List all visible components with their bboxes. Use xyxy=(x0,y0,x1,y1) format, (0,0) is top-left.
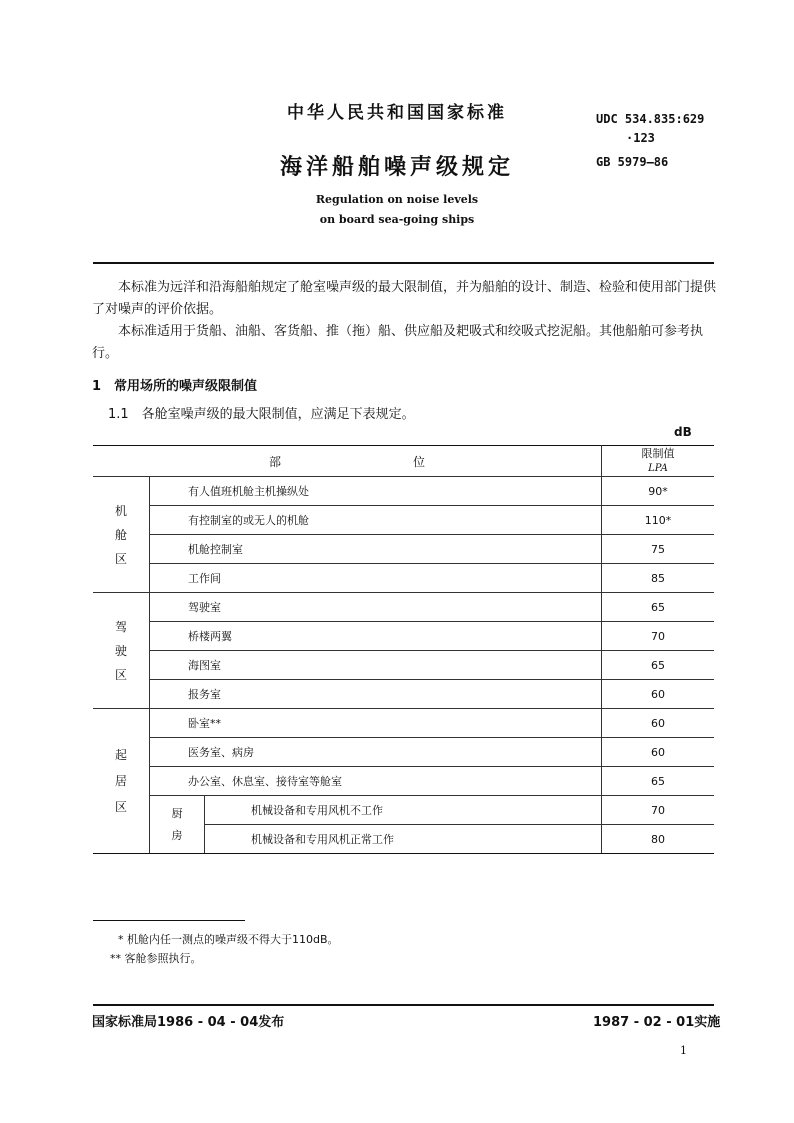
location-name: 机械设备和专用风机不工作 xyxy=(205,796,602,825)
footnote-2: ** 客舱参照执行。 xyxy=(110,952,202,965)
table-row xyxy=(93,796,714,825)
limit-value: 110* xyxy=(602,506,715,535)
limit-value: 80 xyxy=(602,825,715,854)
zone-living: 起 居 区 xyxy=(93,709,150,854)
issue-date: 国家标准局1986 - 04 - 04发布 xyxy=(92,1015,285,1030)
table-row xyxy=(93,709,714,738)
limit-value: 60 xyxy=(602,709,715,738)
location-name: 机舱控制室 xyxy=(150,535,602,564)
udc-code-cont: ·123 xyxy=(626,131,655,145)
zone-kitchen: 厨 房 xyxy=(150,796,205,854)
noise-limit-table xyxy=(93,445,714,854)
subsection-text: 1.1 各舱室噪声级的最大限制值，应满足下表规定。 xyxy=(108,407,415,422)
location-name: 办公室、休息室、接待室等舱室 xyxy=(150,767,602,796)
table-row xyxy=(93,622,714,651)
location-header: 部 位 xyxy=(93,446,602,477)
footnote-divider xyxy=(93,920,245,921)
location-name: 驾驶室 xyxy=(150,593,602,622)
standard-number: GB 5979—86 xyxy=(596,155,669,169)
table-row xyxy=(93,680,714,709)
limit-value: 65 xyxy=(602,593,715,622)
table-row xyxy=(93,535,714,564)
limit-header-label: 限制值 xyxy=(641,447,675,460)
limit-value: 60 xyxy=(602,738,715,767)
zone-bridge: 驾 驶 区 xyxy=(93,593,150,709)
issuing-body: 中华人民共和国国家标准 xyxy=(287,103,507,123)
english-title-line2: on board sea-going ships xyxy=(319,213,475,226)
effective-date: 1987 - 02 - 01实施 xyxy=(593,1015,721,1030)
location-name: 报务室 xyxy=(150,680,602,709)
udc-code: UDC 534.835:629 xyxy=(596,112,705,126)
footer-divider xyxy=(93,1004,714,1006)
location-name: 有控制室的或无人的机舱 xyxy=(150,506,602,535)
limit-value: 90* xyxy=(602,477,715,506)
limit-value: 65 xyxy=(602,767,715,796)
limit-header-symbol: LPA xyxy=(648,463,668,474)
footnote-1: * 机舱内任一测点的噪声级不得大于110dB。 xyxy=(118,933,339,946)
table-header-row xyxy=(93,446,714,477)
limit-value: 85 xyxy=(602,564,715,593)
page-number: 1 xyxy=(680,1044,687,1057)
table-row xyxy=(93,738,714,767)
table-row xyxy=(93,593,714,622)
table-row xyxy=(93,767,714,796)
intro-paragraph-1: 本标准为远洋和沿海船舶规定了舱室噪声级的最大限制值，并为船舶的设计、制造、检验和使用部门提供了对噪声的评价依据。 xyxy=(92,280,717,317)
zone-engine-room: 机 舱 区 xyxy=(93,477,150,593)
limit-value: 65 xyxy=(602,651,715,680)
location-name: 桥楼两翼 xyxy=(150,622,602,651)
location-name: 机械设备和专用风机正常工作 xyxy=(205,825,602,854)
limit-header xyxy=(602,446,715,477)
location-name: 工作间 xyxy=(150,564,602,593)
limit-value: 70 xyxy=(602,622,715,651)
table-row xyxy=(93,506,714,535)
table-row xyxy=(93,477,714,506)
limit-value: 70 xyxy=(602,796,715,825)
header-divider xyxy=(93,262,714,264)
limit-value: 75 xyxy=(602,535,715,564)
intro-paragraph-2: 本标准适用于货船、油船、客货船、推（拖）船、供应船及耙吸式和绞吸式挖泥船。其他船舶可参考执行。 xyxy=(92,324,704,361)
unit-label: dB xyxy=(674,425,692,439)
english-title-line1: Regulation on noise levels xyxy=(315,193,479,206)
limit-value: 60 xyxy=(602,680,715,709)
location-name: 有人值班机舱主机操纵处 xyxy=(150,477,602,506)
document-title: 海洋船舶噪声级规定 xyxy=(279,155,514,180)
section-heading: 1 常用场所的噪声级限制值 xyxy=(92,379,258,394)
location-name: 医务室、病房 xyxy=(150,738,602,767)
location-name: 卧室** xyxy=(150,709,602,738)
location-name: 海图室 xyxy=(150,651,602,680)
table-row xyxy=(93,564,714,593)
table-row xyxy=(93,651,714,680)
